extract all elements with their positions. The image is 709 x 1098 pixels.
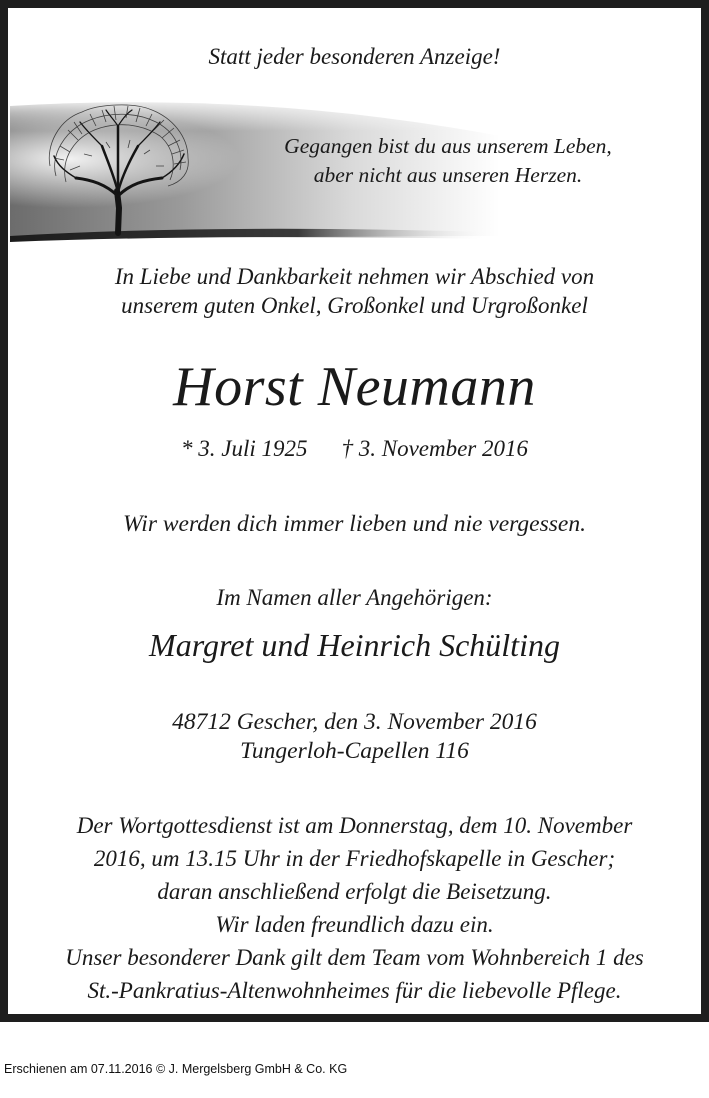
service-line: Unser besonderer Dank gilt dem Team vom Wohnbereich 1 des [65,945,644,970]
service-line: Wir laden freundlich dazu ein. [215,912,494,937]
on-behalf-line: Im Namen aller Angehörigen: [216,585,493,610]
quote-line: Gegangen bist du aus unserem Leben, [284,134,612,158]
publication-footer: Erschienen am 07.11.2016 © J. Mergelsberg GmbH & Co. KG [4,1062,348,1076]
intro-text [8,262,701,320]
quote-line: aber nicht aus unseren Herzen. [313,163,583,187]
address-line: Tungerloh-Capellen 116 [240,738,469,764]
service-details [8,809,701,1007]
family-names: Margret und Heinrich Schülting [149,627,560,663]
remembrance-line: Wir werden dich immer lieben und nie vergessen. [123,511,586,537]
deceased-name: Horst Neumann [173,356,536,418]
service-line: Der Wortgottesdienst ist am Donnerstag, dem 10. November [76,813,633,838]
place-and-address [8,708,701,766]
service-line: 2016, um 13.15 Uhr in der Friedhofskapelle in Gescher; [93,846,616,871]
intro-line: In Liebe und Dankbarkeit nehmen wir Abschied von [114,264,595,289]
service-line: St.-Pankratius-Altenwohnheimes für die liebevolle Pflege. [87,978,622,1003]
life-dates [8,436,701,462]
service-line: daran anschließend erfolgt die Beisetzung. [157,879,552,904]
death-date: † 3. November 2016 [341,436,529,461]
place-date-line: 48712 Gescher, den 3. November 2016 [172,709,537,735]
birth-date: * 3. Juli 1925 [180,436,308,461]
intro-line: unserem guten Onkel, Großonkel und Urgroßonkel [121,293,588,318]
memorial-quote [248,132,648,190]
notice-header: Statt jeder besonderen Anzeige! [208,44,501,69]
